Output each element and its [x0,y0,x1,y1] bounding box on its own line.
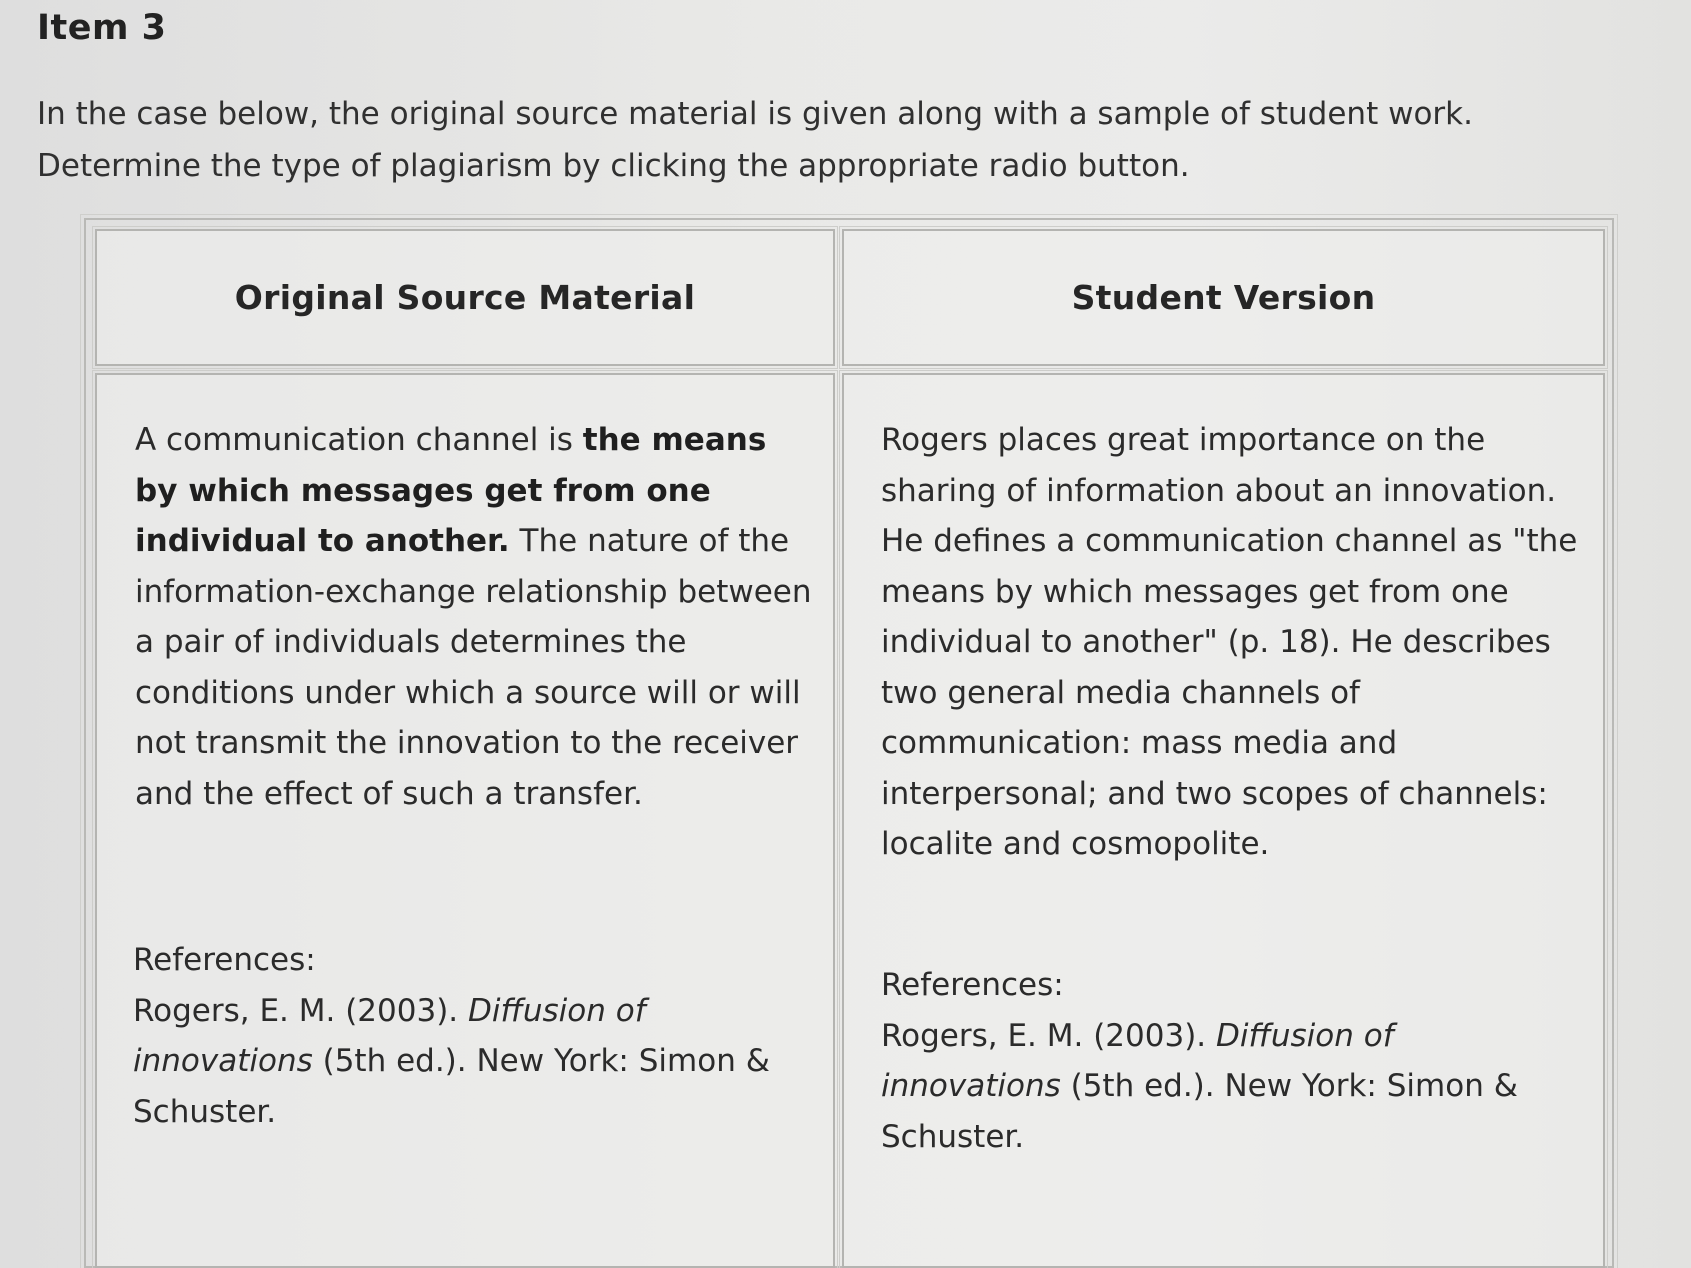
student-version-passage: Rogers places great importance on the sharing of information about an innovation. He defines a communication channel as "the means by which messages get from one individual to another" (p. 18). He describes two general media channels of communication: mass media and interpersonal; and two scopes of channels: localite and cosmopolite. [881,422,1578,862]
student-references-label: References: [881,967,1064,1003]
instructions-line-1: In the case below, the original source material is given along with a sample of student work. [37,96,1473,132]
original-source-passage [135,415,815,819]
original-bold-phrase: the means by which messages get from one individual to another. [135,422,767,559]
original-references [133,935,813,1137]
instructions [37,88,1597,192]
student-version-header-label: Student Version [1071,278,1376,317]
student-references [881,960,1581,1162]
original-intro: A communication channel is [135,422,583,458]
original-ref-author: Rogers, E. M. (2003). [133,992,469,1029]
original-ref-rest: (5th ed.). New York: Simon & Schuster. [133,1043,770,1130]
student-ref-rest: (5th ed.). New York: Simon & Schuster. [881,1068,1518,1155]
original-reference-entry [133,986,813,1138]
item-title: Item 3 [37,8,167,48]
original-source-cell [95,373,835,1268]
original-source-header-label: Original Source Material [234,278,696,317]
comparison-table [84,218,1614,1268]
original-rest: The nature of the information-exchange relationship between a pair of individuals determines the conditions under which a source will or will not transmit the innovation to the receiver and the effect of such a transfer. [135,523,812,812]
student-reference-entry [881,1011,1581,1163]
student-ref-title: Diffusion of innovations [881,1017,1394,1104]
instructions-line-2: Determine the type of plagiarism by clicking the appropriate radio button. [37,148,1190,184]
original-source-header [95,229,835,366]
original-references-label: References: [133,942,316,978]
student-version-header [842,229,1605,366]
student-ref-author: Rogers, E. M. (2003). [881,1017,1217,1054]
student-version-cell [842,373,1605,1268]
original-ref-title: Diffusion of innovations [133,992,646,1079]
